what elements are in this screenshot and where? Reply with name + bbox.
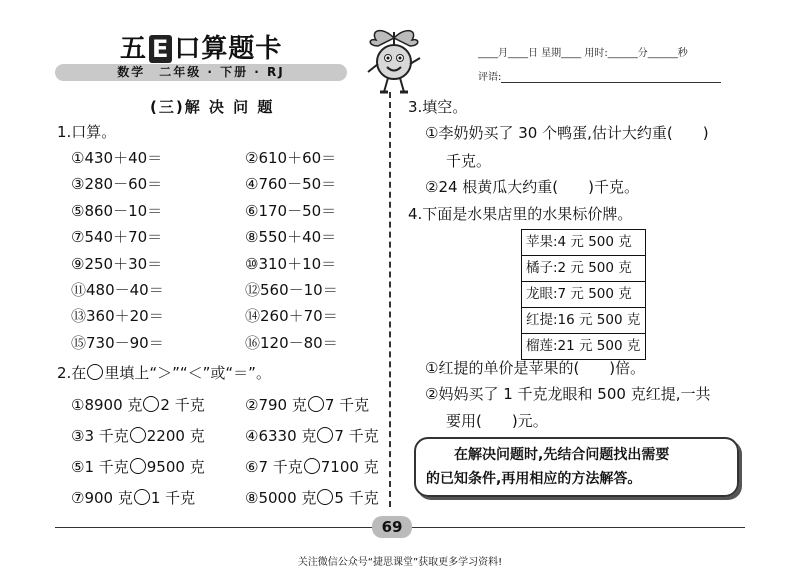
q2-item-left: ⑧5000 克 bbox=[245, 489, 317, 507]
q2-item-right: 7 千克 bbox=[334, 427, 379, 445]
q2-item-right: 5 千克 bbox=[334, 489, 379, 507]
q1-item: ②610＋60＝ bbox=[245, 149, 337, 167]
q2-item-right: 2 千克 bbox=[160, 396, 205, 414]
q1-item: ⑫560－10＝ bbox=[245, 281, 338, 299]
q2-item-left: ③3 千克 bbox=[71, 427, 129, 445]
tip-box bbox=[414, 437, 739, 497]
q2-item bbox=[245, 456, 379, 477]
q2-item bbox=[245, 425, 379, 446]
price-row: 榴莲:21 元 500 克 bbox=[526, 338, 641, 354]
q2-item bbox=[71, 456, 205, 477]
comparison-circle[interactable] bbox=[304, 458, 320, 474]
column-divider bbox=[389, 92, 391, 507]
q2-item bbox=[245, 394, 369, 415]
q4-sub-1: ①红提的单价是苹果的( )倍。 bbox=[425, 359, 646, 377]
title-part-1: 五 bbox=[120, 34, 148, 64]
title-e-badge: E bbox=[149, 35, 172, 63]
price-row: 橘子:2 元 500 克 bbox=[522, 256, 645, 282]
evaluation-label: 评语: bbox=[478, 72, 502, 83]
q1-item: ③280－60＝ bbox=[71, 175, 163, 194]
q1-item: ⑪480－40＝ bbox=[71, 281, 164, 299]
q2-item-left: ②790 克 bbox=[245, 396, 307, 414]
q2-item-right: 7 千克 bbox=[324, 396, 370, 414]
q3-line-2: 千克。 bbox=[446, 152, 492, 170]
vegetable-mascot-icon bbox=[362, 24, 426, 96]
q1-item: ⑨250＋30＝ bbox=[71, 254, 163, 273]
q4-sub-2a: ②妈妈买了 1 千克龙眼和 500 克红提,一共 bbox=[425, 385, 711, 403]
q1-item: ⑦540＋70＝ bbox=[71, 228, 163, 247]
section-title: (三)解 决 问 题 bbox=[150, 98, 275, 116]
q1-item: ⑯120－80＝ bbox=[245, 333, 338, 352]
q1-item: ⑩310＋10＝ bbox=[245, 254, 337, 273]
footer-note: 关注微信公众号“捷思课堂”获取更多学习资料! bbox=[297, 557, 503, 568]
q3-label: 3.填空。 bbox=[408, 98, 468, 116]
q2-label-post: 里填上“＞”“＜”或“＝”。 bbox=[104, 364, 271, 382]
fruit-price-board bbox=[521, 229, 646, 360]
q2-item-right: 7100 克 bbox=[320, 458, 379, 476]
card-title bbox=[120, 28, 282, 65]
q2-item bbox=[71, 487, 195, 508]
price-row: 苹果:4 元 500 克 bbox=[522, 230, 645, 256]
price-row: 龙眼:7 元 500 克 bbox=[522, 282, 645, 308]
tip-line-2: 的已知条件,再用相应的方法解答。 bbox=[426, 471, 642, 487]
q1-item: ⑮730－90＝ bbox=[71, 333, 164, 352]
q2-label-pre: 2.在 bbox=[57, 364, 87, 382]
q2-item-right: 2200 克 bbox=[146, 427, 205, 445]
price-row: 红提:16 元 500 克 bbox=[522, 308, 645, 334]
q1-item: ①430＋40＝ bbox=[71, 149, 163, 167]
q1-item: ⑬360＋20＝ bbox=[71, 307, 164, 326]
q1-label: 1.口算。 bbox=[57, 123, 117, 141]
tip-line-1: 在解决问题时,先结合问题找出需要 bbox=[426, 447, 670, 463]
comparison-circle[interactable] bbox=[308, 396, 324, 412]
q4-sub-2b: 要用( )元。 bbox=[446, 412, 548, 430]
subtitle-bar: 数学 二年级 · 下册 · RJ bbox=[55, 64, 347, 81]
q1-item: ⑧550＋40＝ bbox=[245, 228, 337, 247]
comparison-circle[interactable] bbox=[317, 427, 333, 443]
q1-item: ④760－50＝ bbox=[245, 175, 337, 194]
page-number: 69 bbox=[372, 516, 412, 538]
q1-item: ⑭260＋70＝ bbox=[245, 307, 338, 326]
q1-item: ⑥170－50＝ bbox=[245, 201, 337, 220]
q3-line-1: ①李奶奶买了 30 个鸭蛋,估计大约重( ) bbox=[425, 124, 709, 142]
q1-item: ⑤860－10＝ bbox=[71, 201, 163, 220]
comparison-circle[interactable] bbox=[134, 489, 150, 505]
q3-line-3: ②24 根黄瓜大约重( )千克。 bbox=[425, 178, 640, 196]
q2-item bbox=[245, 487, 379, 508]
q2-label bbox=[57, 362, 271, 383]
evaluation-line[interactable] bbox=[501, 82, 721, 83]
q2-item-left: ⑥7 千克 bbox=[245, 458, 303, 476]
title-part-2: 口算题卡 bbox=[174, 34, 283, 64]
comparison-circle[interactable] bbox=[130, 427, 146, 443]
q4-label: 4.下面是水果店里的水果标价牌。 bbox=[408, 205, 633, 223]
q2-item-left: ⑤1 千克 bbox=[71, 458, 129, 476]
circle-symbol bbox=[87, 364, 103, 380]
evaluation-field[interactable] bbox=[478, 68, 721, 83]
q2-item-right: 9500 克 bbox=[146, 458, 205, 476]
q2-item-left: ①8900 克 bbox=[71, 396, 143, 414]
q2-item-left: ④6330 克 bbox=[245, 427, 317, 445]
q2-item bbox=[71, 394, 205, 415]
comparison-circle[interactable] bbox=[130, 458, 146, 474]
comparison-circle[interactable] bbox=[317, 489, 333, 505]
q2-item-right: 1 千克 bbox=[150, 489, 196, 507]
q2-item-left: ⑦900 克 bbox=[71, 489, 133, 507]
q2-item bbox=[71, 425, 205, 446]
comparison-circle[interactable] bbox=[143, 396, 159, 412]
date-time-fields[interactable]: ____月____日 星期____ 用时:______分______秒 bbox=[478, 48, 688, 59]
